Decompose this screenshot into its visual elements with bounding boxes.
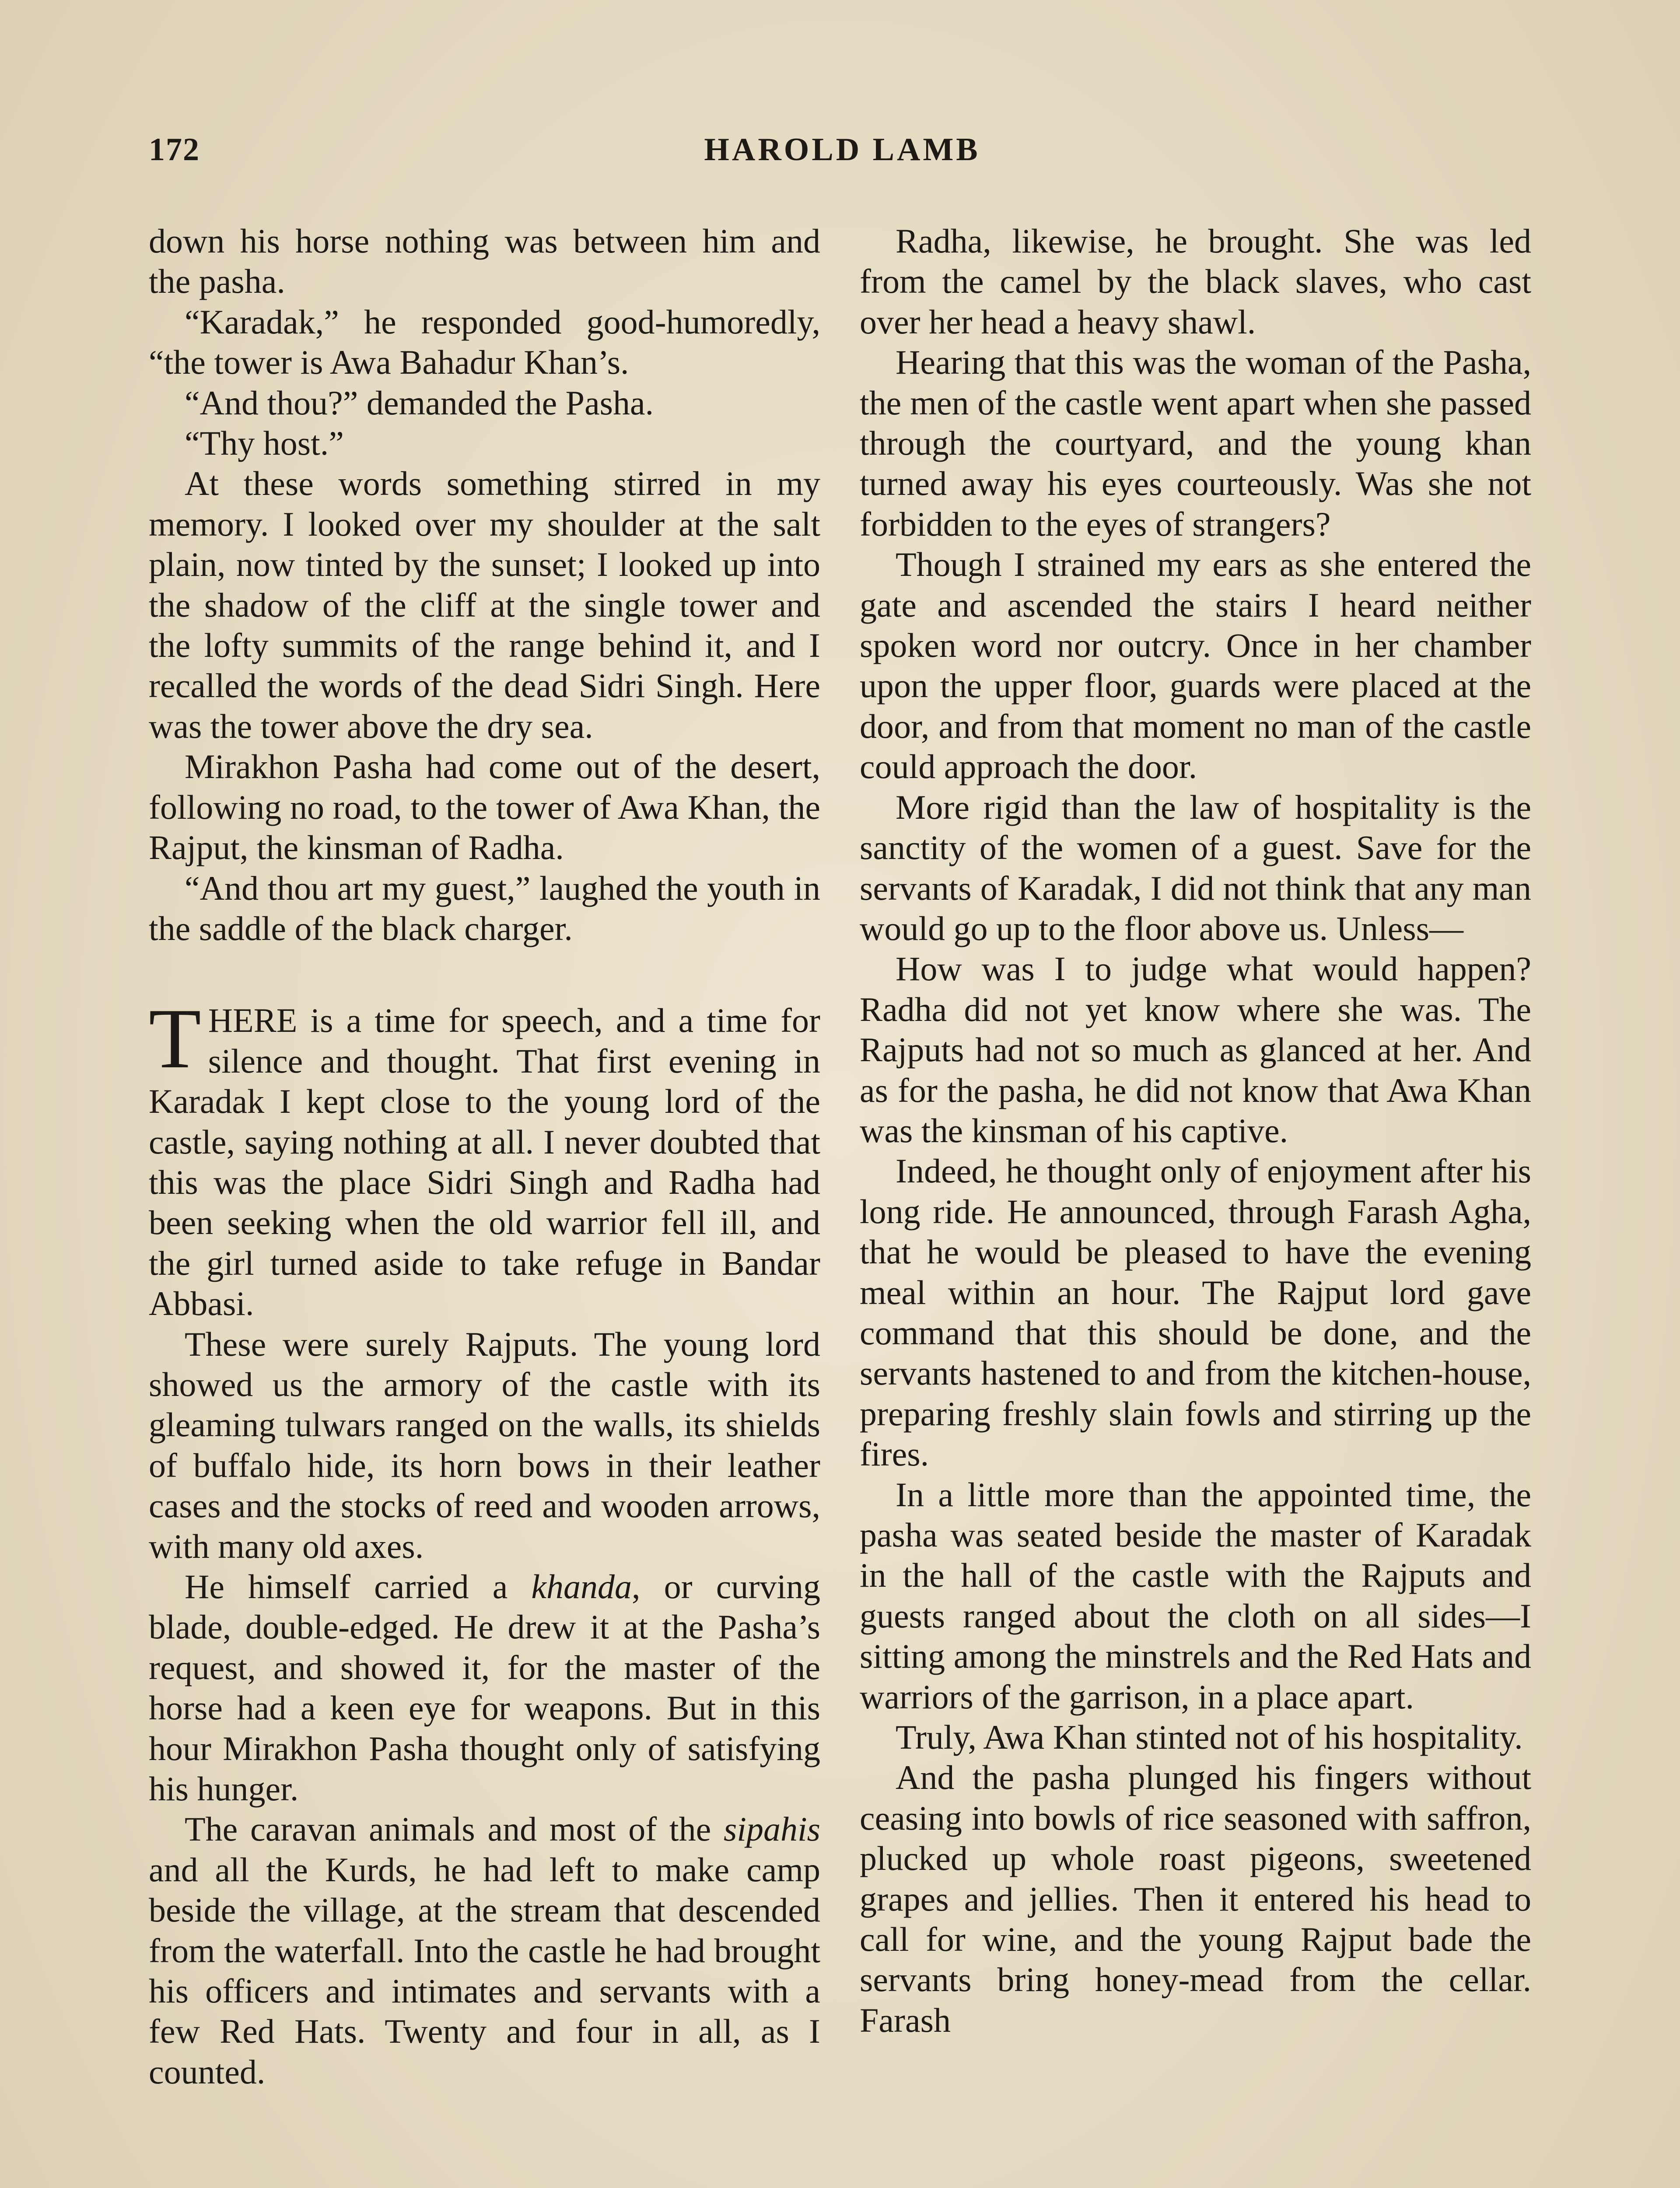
- paragraph-text: and all the Kurds, he had left to make camp beside the village, at the stream that descended from the waterfall. Into the castle he had brought his officers and intimates and servants with a few Red Hats. Twenty and four in all, as I counted.: [149, 1850, 820, 2091]
- paragraph: [149, 1567, 820, 1809]
- paragraph: [149, 1324, 820, 1567]
- paragraph: down his horse nothing was between him and the pasha.: [149, 222, 820, 301]
- paragraph: Truly, Awa Khan stinted not of his hospitality.: [896, 1718, 1523, 1757]
- paragraph: [149, 1809, 820, 2092]
- paragraph: “And thou?” demanded the Pasha.: [185, 383, 654, 422]
- left-column: [149, 221, 820, 2092]
- paragraph-text: He himself carried a: [185, 1567, 532, 1606]
- paragraph-text: , or curving blade, double-edged. He drew it at the Pasha’s request, and showed it, for the master of the horse had a keen eye for weapons. But in this hour Mirakhon Pasha thought only of satisfying his hunger.: [149, 1567, 820, 1808]
- paragraph: At these words something stirred in my memory. I looked over my shoulder at the salt plain, now tinted by the sunset; I looked up into the shadow of the cliff at the single tower and the lofty summits of the range behind it, and I recalled the words of the dead Sidri Singh. Here was the tower above the dry sea.: [149, 464, 820, 745]
- paragraph-text: HERE is a time for speech, and a time for silence and thought. That first evening in Karadak I kept close to the young lord of the castle, saying nothing at all. I never doubted that this was the place Sidri Singh and Radha had been seeking when the old warrior fell ill, and the girl turned aside to take refuge in Bandar Abbasi.: [149, 1001, 820, 1323]
- section-break: [149, 949, 820, 1000]
- section-opening-paragraph: [149, 991, 820, 1324]
- italic-term: khanda: [531, 1567, 632, 1606]
- paragraph: Though I strained my ears as she entered the gate and ascended the stairs I heard neither spoken word nor outcry. Once in her chamber upon the upper floor, guards were placed at the door, and from that moment no man of the castle could approach the door.: [860, 545, 1531, 786]
- paragraph: “Thy host.”: [185, 424, 344, 463]
- page-header: [149, 131, 1536, 179]
- page-number: 172: [149, 132, 200, 168]
- right-column: [860, 221, 1531, 2041]
- drop-cap: T: [149, 991, 201, 1087]
- paragraph: More rigid than the law of hospitality is the sanctity of the women of a guest. Save for the servants of Karadak, I did not think that any man would go up to the floor above us. Unless—: [860, 788, 1531, 947]
- paragraph-text: The caravan animals and most of the: [185, 1810, 724, 1848]
- running-head-author: HAROLD LAMB: [704, 132, 980, 168]
- paragraph: Mirakhon Pasha had come out of the desert, following no road, to the tower of Awa Khan, the Rajput, the kinsman of Radha.: [149, 747, 820, 867]
- paragraph: How was I to judge what would happen? Radha did not yet know where she was. The Rajputs had not so much as glanced at her. And as for the pasha, he did not know that Awa Khan was the kinsman of his captive.: [860, 950, 1531, 1150]
- italic-term: sipahis: [723, 1810, 820, 1848]
- paragraph: In a little more than the appointed time, the pasha was seated beside the master of Karadak in the hall of the castle with the Rajputs and guests ranged about the cloth on all sides—I sitting among the minstrels and the Red Hats and warriors of the garrison, in a place apart.: [860, 1475, 1531, 1716]
- paragraph: “Karadak,” he responded good-humoredly, “the tower is Awa Bahadur Khan’s.: [149, 302, 820, 382]
- paragraph-text: These were surely Rajputs. The young lord showed us the armory of the castle with its gleaming tulwars ranged on the walls, its shields of buffalo hide, its horn bows in their leather cases and the stocks of reed and wooden arrows, with many old axes.: [149, 1325, 820, 1565]
- paragraph: Indeed, he thought only of enjoyment after his long ride. He announced, through Farash Agha, that he would be pleased to have the evening meal within an hour. The Rajput lord gave command that this should be done, and the servants hastened to and from the kitchen-house, preparing freshly slain fowls and stirring up the fires.: [860, 1152, 1531, 1473]
- paragraph: “And thou art my guest,” laughed the youth in the saddle of the black charger.: [149, 869, 820, 947]
- paragraph: Hearing that this was the woman of the Pasha, the men of the castle went apart when she passed through the courtyard, and the young khan turned away his eyes courteously. Was she not forbidden to the eyes of strangers?: [860, 343, 1531, 543]
- paragraph: Radha, likewise, he brought. She was led from the camel by the black slaves, who cast over her head a heavy shawl.: [860, 222, 1531, 341]
- paragraph: And the pasha plunged his fingers without ceasing into bowls of rice seasoned with saffron, plucked up whole roast pigeons, sweetened grapes and jellies. Then it entered his head to call for wine, and the young Rajput bade the servants bring honey-mead from the cellar. Farash: [860, 1758, 1531, 2039]
